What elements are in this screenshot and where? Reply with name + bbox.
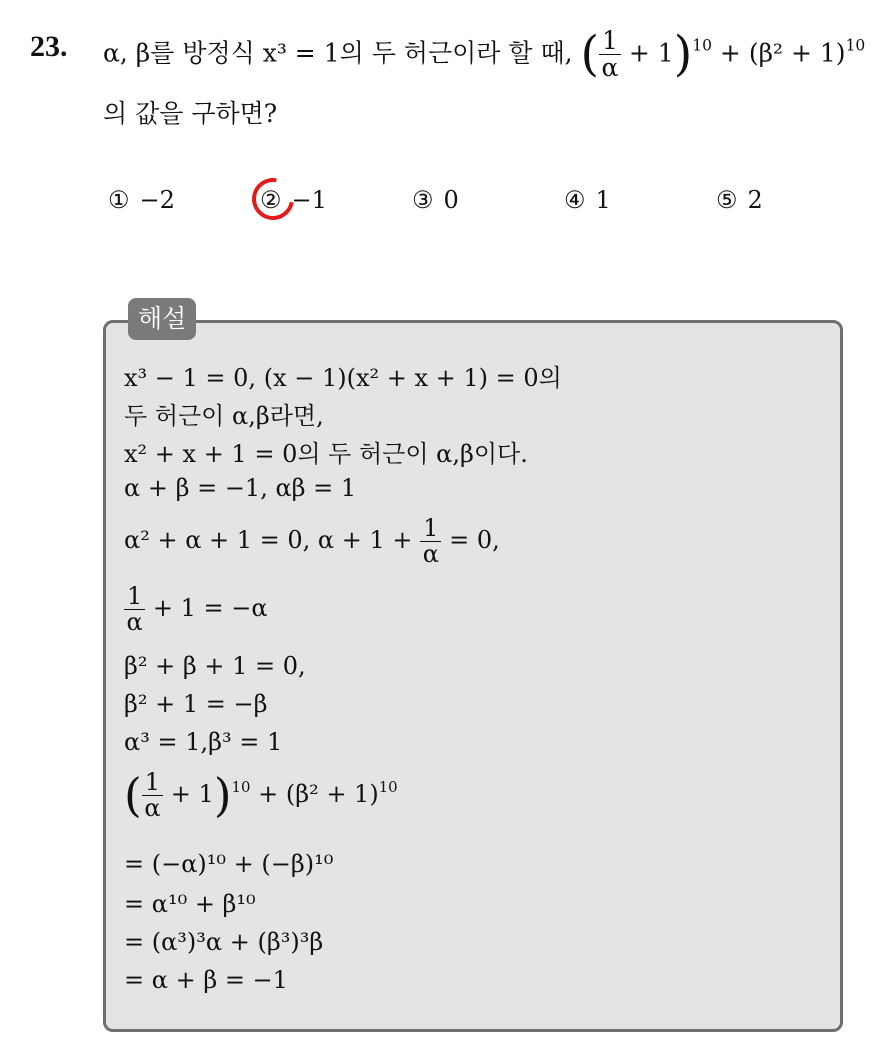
- solution-line-4: α + β = −1, αβ = 1: [124, 474, 357, 502]
- solution-line-6: $\frac{1}{\alpha}$ + 1 = −α: [124, 584, 268, 635]
- fraction-1-over-alpha: $\frac{1}{\alpha}$: [142, 770, 163, 821]
- equation-x3: x³ = 1: [262, 38, 340, 68]
- paren-close: ): [673, 27, 693, 82]
- solution-line-11: = (−α)¹⁰ + (−β)¹⁰: [124, 850, 334, 878]
- solution-line-14: = α + β = −1: [124, 966, 288, 994]
- exponent-10: 10: [692, 36, 712, 55]
- choice-5[interactable]: ⑤ 2: [716, 186, 763, 214]
- exponent-10: 10: [845, 36, 866, 55]
- question-text-mid: 의 두 허근이라 할 때,: [339, 38, 581, 68]
- fraction-1-over-alpha: $\frac{1}{\alpha}$: [420, 516, 441, 567]
- solution-line-5: α² + α + 1 = 0, α + 1 + $\frac{1}{\alpha}$ = 0,: [124, 514, 500, 569]
- paren-open: (: [580, 27, 600, 82]
- solution-line-1: x³ − 1 = 0, (x − 1)(x² + x + 1) = 0의: [124, 364, 562, 392]
- choice-1[interactable]: ① −2: [108, 186, 175, 214]
- choice-3[interactable]: ③ 0: [412, 186, 459, 214]
- choice-2[interactable]: ② −1: [260, 186, 327, 214]
- solution-line-8: β² + 1 = −β: [124, 690, 268, 718]
- solution-tab: 해설: [128, 298, 196, 340]
- question-text-pre: α, β를 방정식: [103, 38, 263, 68]
- expr-tail: + (β² + 1): [711, 38, 846, 68]
- solution-line-13: = (α³)³α + (β³)³β: [124, 928, 324, 956]
- solution-line-7: β² + β + 1 = 0,: [124, 652, 306, 680]
- solution-line-10: ( $\frac{1}{\alpha}$ + $1)^{10} + (\beta^2 + 1)^{10}$: [124, 768, 398, 823]
- fraction-1-over-alpha: $\frac{1}{\alpha}$: [599, 28, 621, 82]
- question-number: 23.: [30, 30, 68, 63]
- question-line-2: 의 값을 구하면?: [103, 99, 278, 128]
- solution-line-2: 두 허근이 α,β라면,: [124, 402, 324, 430]
- solution-line-12: = α¹⁰ + β¹⁰: [124, 890, 256, 918]
- question-line-1: α, β를 방정식 x³ = 1의 두 허근이라 할 때, ( $\frac{1}{\alpha}$ + $1)^{10} + (\beta^2 + 1)^{10}$: [103, 26, 866, 83]
- solution-line-3: x² + x + 1 = 0의 두 허근이 α,β이다.: [124, 440, 528, 468]
- choice-4[interactable]: ④ 1: [564, 186, 611, 214]
- fraction-1-over-alpha: $\frac{1}{\alpha}$: [124, 584, 145, 635]
- solution-line-9: α³ = 1,β³ = 1: [124, 728, 283, 756]
- selection-circle-mark: [244, 170, 302, 228]
